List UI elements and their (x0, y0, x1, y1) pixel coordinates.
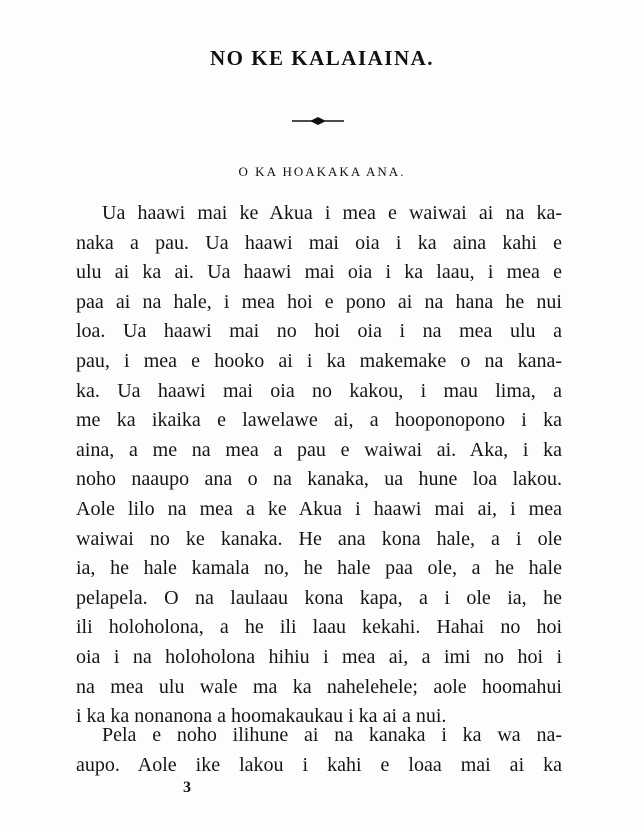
section-heading: O KA HOAKAKA ANA. (238, 164, 406, 179)
text-line: naka a pau. Ua haawi mai oia i ka aina kahi e (76, 231, 562, 254)
text-line: Ua haawi mai ke Akua i mea e waiwai ai na ka- (102, 202, 562, 224)
text-line: Aole lilo na mea a ke Akua i haawi mai ai, i mea (76, 497, 562, 520)
text-line: Pela e noho ilihune ai na kanaka i ka wa na- (102, 724, 562, 746)
text-line: me ka ikaika e lawelawe ai, a hooponopono i ka (76, 409, 562, 432)
text-line: aupo. Aole ike lakou i kahi e loaa mai ai ka (76, 753, 562, 776)
text-line: pau, i mea e hooko ai i ka makemake o na kana- (76, 349, 562, 372)
text-line: i ka ka nonanona a hoomakaukau i ka ai a nui. (76, 705, 447, 728)
chapter-title: NO KE KALAIAINA. (209, 46, 435, 70)
text-line: pelapela. O na laulaau kona kapa, a i ole ia, he (76, 586, 562, 609)
text-line: ka. Ua haawi mai oia no kakou, i mau lima, a (76, 379, 562, 402)
text-line: loa. Ua haawi mai no hoi oia i na mea ulu a (76, 320, 562, 343)
text-line: aina, a me na mea a pau e waiwai ai. Aka, i ka (76, 438, 562, 461)
text-line: ili holoholona, a he ili laau kekahi. Hahai no hoi (76, 616, 562, 639)
text-line: paa ai na hale, i mea hoi e pono ai na hana he nui (76, 290, 562, 313)
text-line: ia, he hale kamala no, he hale paa ole, a he hale (76, 557, 562, 580)
text-line: oia i na holoholona hihiu i mea ai, a imi no hoi i (76, 645, 562, 668)
body-paragraph-2 (76, 721, 562, 780)
page-number: 3 (183, 779, 191, 796)
text-line: noho naaupo ana o na kanaka, ua hune loa lakou. (76, 468, 562, 491)
text-line: waiwai no ke kanaka. He ana kona hale, a i ole (76, 527, 562, 550)
body-paragraph-1 (76, 199, 562, 732)
text-line: na mea ulu wale ma ka nahelehele; aole hoomahui (76, 675, 562, 698)
ornament-divider-icon (290, 114, 346, 128)
text-line: ulu ai ka ai. Ua haawi mai oia i ka laau, i mea e (76, 261, 562, 284)
